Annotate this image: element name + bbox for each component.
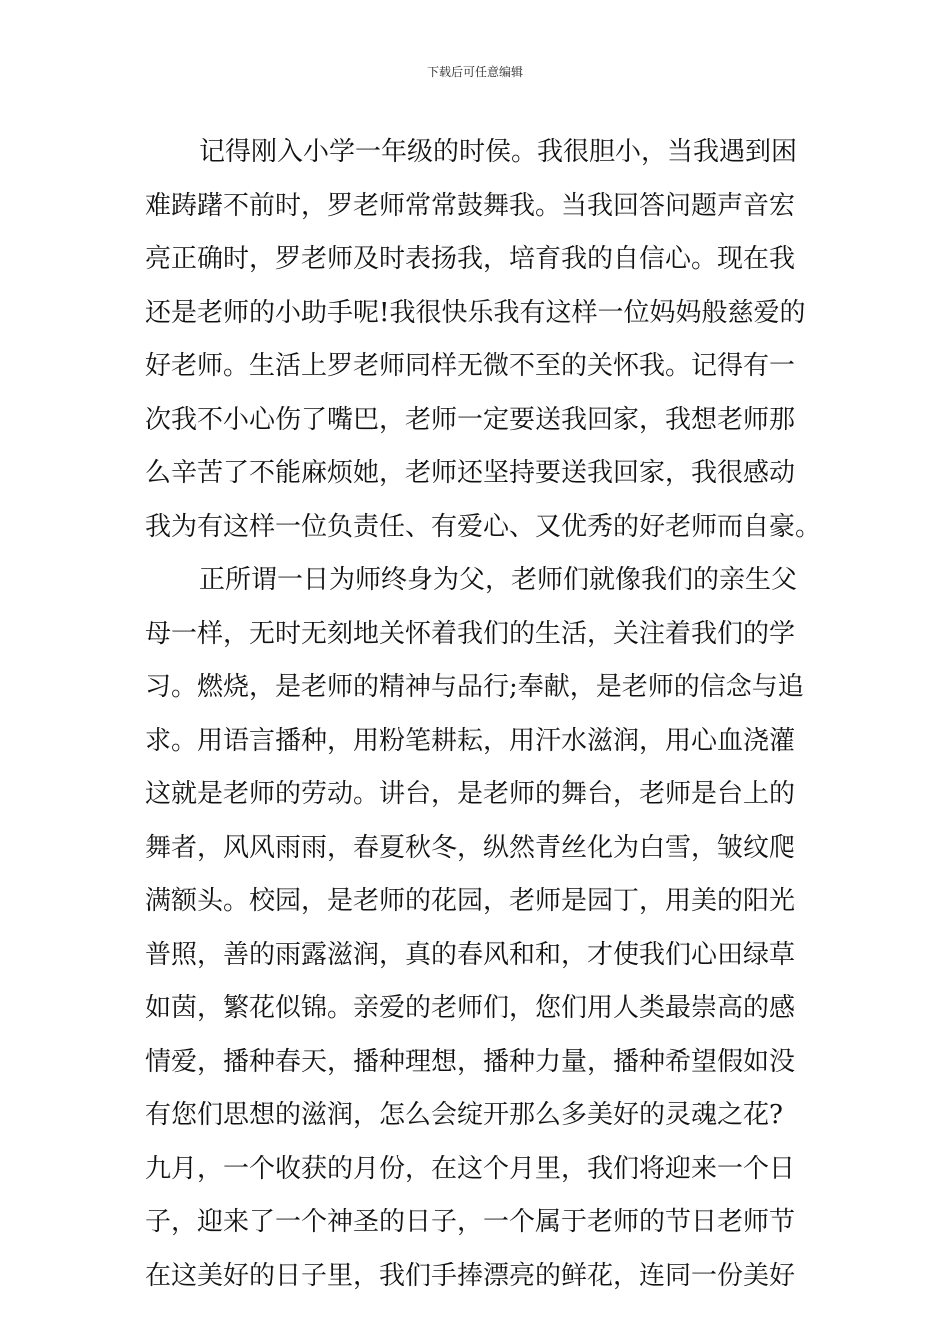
paragraph-line: 有您们思想的滋润，怎么会绽开那么多美好的灵魂之花? bbox=[145, 1100, 783, 1130]
document-body bbox=[145, 126, 822, 1303]
paragraph-line: 次我不小心伤了嘴巴，老师一定要送我回家，我想老师那 bbox=[145, 404, 796, 435]
paragraph-line: 舞者，风风雨雨，春夏秋冬，纵然青丝化为白雪，皱纹爬 bbox=[145, 832, 796, 863]
paragraph-line: 满额头。校园，是老师的花园，老师是园丁，用美的阳光 bbox=[145, 886, 796, 916]
paragraph-line: 记得刚入小学一年级的时侯。我很胆小，当我遇到困 bbox=[199, 137, 798, 167]
paragraph-line: 这就是老师的劳动。讲台，是老师的舞台，老师是台上的 bbox=[145, 779, 796, 809]
paragraph-line: 情爱，播种春天，播种理想，播种力量，播种希望假如没 bbox=[145, 1046, 796, 1077]
paragraph-line: 么辛苦了不能麻烦她，老师还坚持要送我回家，我很感动 bbox=[145, 458, 796, 488]
paragraph-line: 子，迎来了一个神圣的日子，一个属于老师的节日老师节 bbox=[145, 1207, 796, 1237]
paragraph-line: 普照，善的雨露滋润，真的春风和和，才使我们心田绿草 bbox=[145, 939, 796, 970]
page-header: 下载后可任意编辑 bbox=[426, 65, 523, 79]
paragraph-line: 在这美好的日子里，我们手捧漂亮的鲜花，连同一份美好 bbox=[145, 1260, 796, 1291]
paragraph-line: 习。燃烧，是老师的精神与品行;奉献，是老师的信念与追 bbox=[145, 672, 804, 702]
paragraph-2 bbox=[145, 554, 815, 1303]
paragraph-line: 九月，一个收获的月份，在这个月里，我们将迎来一个日 bbox=[145, 1153, 796, 1184]
paragraph-line: 好老师。生活上罗老师同样无微不至的关怀我。记得有一 bbox=[145, 351, 796, 381]
paragraph-line: 求。用语言播种，用粉笔耕耘，用汗水滋润，用心血浇灌 bbox=[145, 725, 796, 756]
paragraph-line: 正所谓一日为师终身为父，老师们就像我们的亲生父 bbox=[199, 565, 798, 595]
paragraph-line: 我为有这样一位负责任、有爱心、又优秀的好老师而自豪。 bbox=[145, 511, 822, 542]
paragraph-line: 如茵，繁花似锦。亲爱的老师们，您们用人类最崇高的感 bbox=[145, 993, 796, 1023]
paragraph-1 bbox=[145, 126, 822, 554]
paragraph-line: 亮正确时，罗老师及时表扬我，培育我的自信心。现在我 bbox=[145, 244, 796, 274]
paragraph-line: 母一样，无时无刻地关怀着我们的生活，关注着我们的学 bbox=[145, 618, 796, 649]
paragraph-line: 难踌躇不前时，罗老师常常鼓舞我。当我回答问题声音宏 bbox=[145, 190, 796, 221]
paragraph-line: 还是老师的小助手呢!我很快乐我有这样一位妈妈般慈爱的 bbox=[145, 297, 806, 328]
